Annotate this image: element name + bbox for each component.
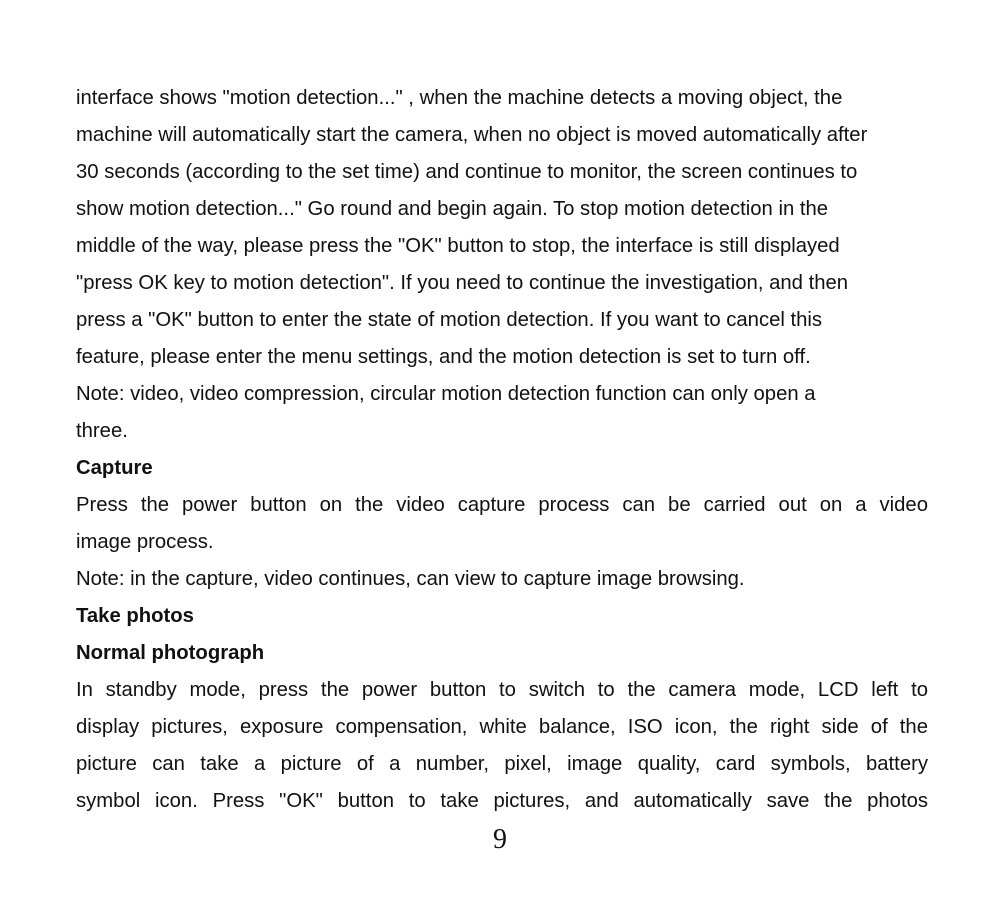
- text-line: machine will automatically start the camera, when no object is moved automatically after: [76, 124, 868, 146]
- text-line: Note: video, video compression, circular motion detection function can only open a: [76, 383, 816, 405]
- text-line: three.: [76, 420, 128, 442]
- take-photos-heading: Take photos: [76, 605, 194, 627]
- text-line: In standby mode, press the power button to switch to the camera mode, LCD left to: [76, 679, 928, 701]
- normal-photograph-paragraph: [76, 672, 928, 820]
- page-number: 9: [493, 824, 507, 855]
- normal-photograph-heading: Normal photograph: [76, 642, 265, 664]
- text-line: show motion detection..." Go round and begin again. To stop motion detection in the: [76, 198, 829, 220]
- text-line: interface shows "motion detection..." , when the machine detects a moving object, the: [76, 87, 843, 109]
- intro-paragraph: [76, 80, 928, 450]
- text-line: symbol icon. Press "OK" button to take pictures, and automatically save the photos: [76, 790, 928, 812]
- text-line: middle of the way, please press the "OK" button to stop, the interface is still displayed: [76, 235, 840, 257]
- text-line: image process.: [76, 531, 214, 553]
- text-line: display pictures, exposure compensation, white balance, ISO icon, the right side of the: [76, 716, 928, 738]
- capture-paragraph: [76, 487, 928, 561]
- text-line: press a "OK" button to enter the state of motion detection. If you want to cancel this: [76, 309, 823, 331]
- text-line: Press the power button on the video capture process can be carried out on a video: [76, 494, 928, 516]
- text-line: feature, please enter the menu settings, and the motion detection is set to turn off.: [76, 346, 811, 368]
- text-line: picture can take a picture of a number, pixel, image quality, card symbols, battery: [76, 753, 928, 775]
- document-page: [76, 80, 928, 820]
- text-line: 30 seconds (according to the set time) and continue to monitor, the screen continues to: [76, 161, 858, 183]
- capture-heading: Capture: [76, 457, 153, 479]
- text-line: "press OK key to motion detection". If you need to continue the investigation, and then: [76, 272, 849, 294]
- capture-note: Note: in the capture, video continues, can view to capture image browsing.: [76, 568, 745, 590]
